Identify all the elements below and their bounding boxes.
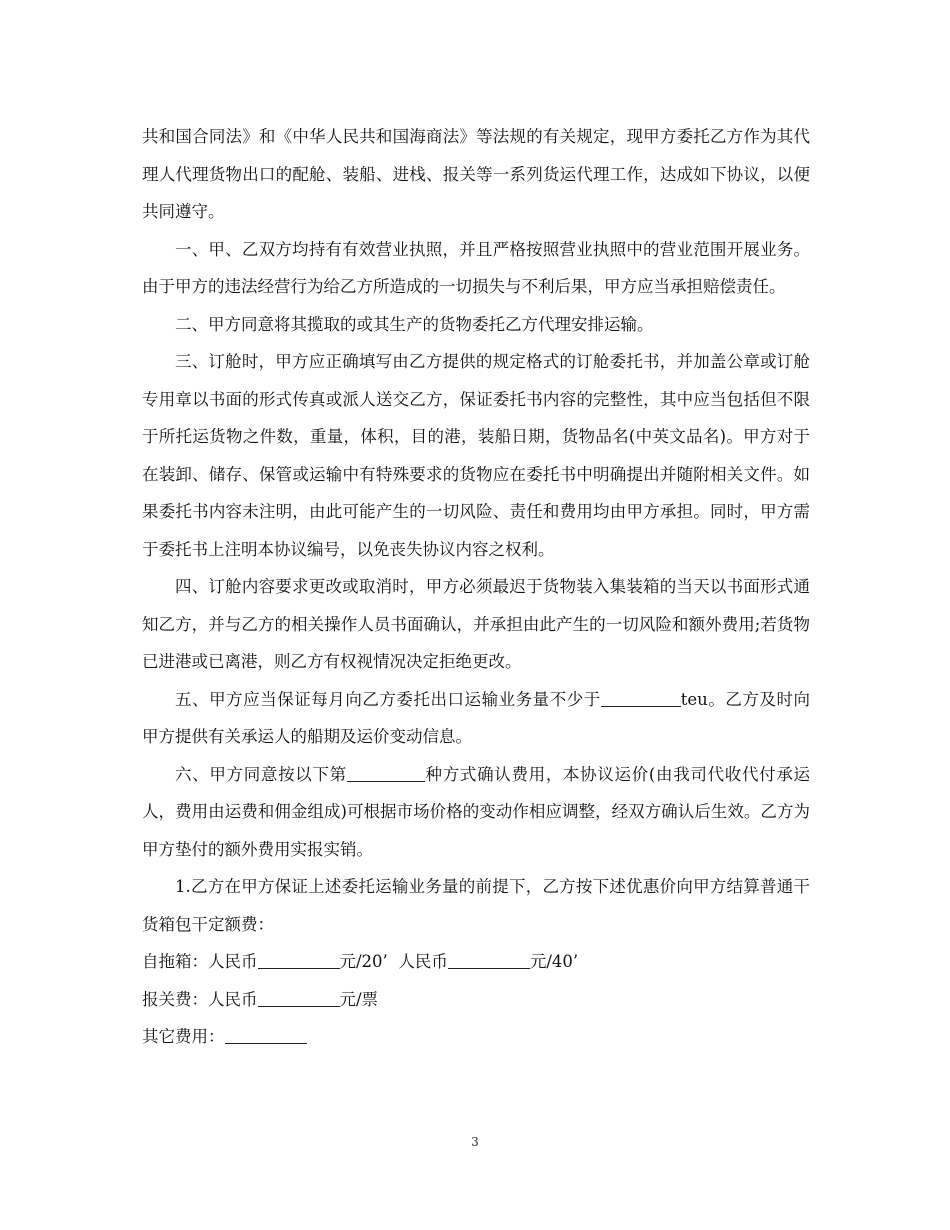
intro-paragraph: 共和国合同法》和《中华人民共和国海商法》等法规的有关规定，现甲方委托乙方作为其代理人代理货物出口的配舱、装船、进栈、报关等一系列货运代理工作，达成如下协议，以便共同遵守。 [142,127,810,221]
fee-40ft-blank [448,952,530,970]
per-40-unit: 元/40’ [529,952,579,971]
self-tow-fee-line [142,943,810,981]
clause-2: 二、甲方同意将其揽取的或其生产的货物委托乙方代理安排运输。 [175,314,654,334]
clause-5-text-before: 五、甲方应当保证每月向乙方委托出口运输业务量不少于 [175,689,601,709]
monthly-volume-blank [601,689,681,707]
clause-1: 一、甲、乙双方均持有有效营业执照，并且严格按照营业执照中的营业范围开展业务。由于甲方的违法经营行为给乙方所造成的一切损失与不利后果，甲方应当承担赔偿责任。 [142,239,810,296]
clause-5-text-after: teu。乙方及时向甲方提供有关承运人的船期及运价变动信息。 [142,689,810,746]
clause-5 [142,681,810,756]
clause-4: 四、订舱内容要求更改或取消时，甲方必须最迟于货物装入集装箱的当天以书面形式通知乙方，并与乙方的相关操作人员书面确认，并承担由此产生的一切风险和额外费用;若货物已进港或已离港，则乙方有权视情况决定拒绝更改。 [142,577,810,671]
per-ticket-unit: 元/票 [339,989,379,1009]
fee-20ft-blank [258,952,340,970]
clause-3: 三、订舱时，甲方应正确填写由乙方提供的规定格式的订舱委托书，并加盖公章或订舱专用章以书面的形式传真或派人送交乙方，保证委托书内容的完整性，其中应当包括但不限于所托运货物之件数，重量，体积，目的港，装船日期，货物品名(中英文品名)。甲方对于在装卸、储存、保管或运输中有特殊要求的货物应在委托书中明确提出并随附相关文件。如果委托书内容未注明，由此可能产生的一切风险、责任和费用均由甲方承担。同时，甲方需于委托书上注明本协议编号，以免丧失协议内容之权利。 [142,352,810,559]
customs-fee-line [142,981,810,1019]
clause-6-text-after: 种方式确认费用，本协议运价(由我司代收代付承运人，费用由运费和佣金组成)可根据市场价格的变动作相应调整，经双方确认后生效。乙方为甲方垫付的额外费用实报实销。 [142,764,811,859]
clause-6-item-1: 1.乙方在甲方保证上述委托运输业务量的前提下，乙方按下述优惠价向甲方结算普通干货箱包干定额费： [142,877,810,934]
page-number: 3 [471,1135,479,1149]
customs-fee-blank [258,989,340,1007]
per-20-unit: 元/20’ [339,952,388,971]
customs-label: 报关费：人民币 [142,989,258,1009]
clause-6-text-before: 六、甲方同意按以下第 [175,764,347,784]
method-number-blank [347,764,425,782]
self-tow-label: 自拖箱：人民币 [142,952,258,971]
other-fee-label: 其它费用： [142,1027,225,1046]
other-fee-line [142,1018,810,1056]
clause-6 [142,756,810,869]
contract-body [142,118,810,1056]
other-fee-blank [225,1027,307,1045]
rmb-label: 人民币 [398,952,448,971]
